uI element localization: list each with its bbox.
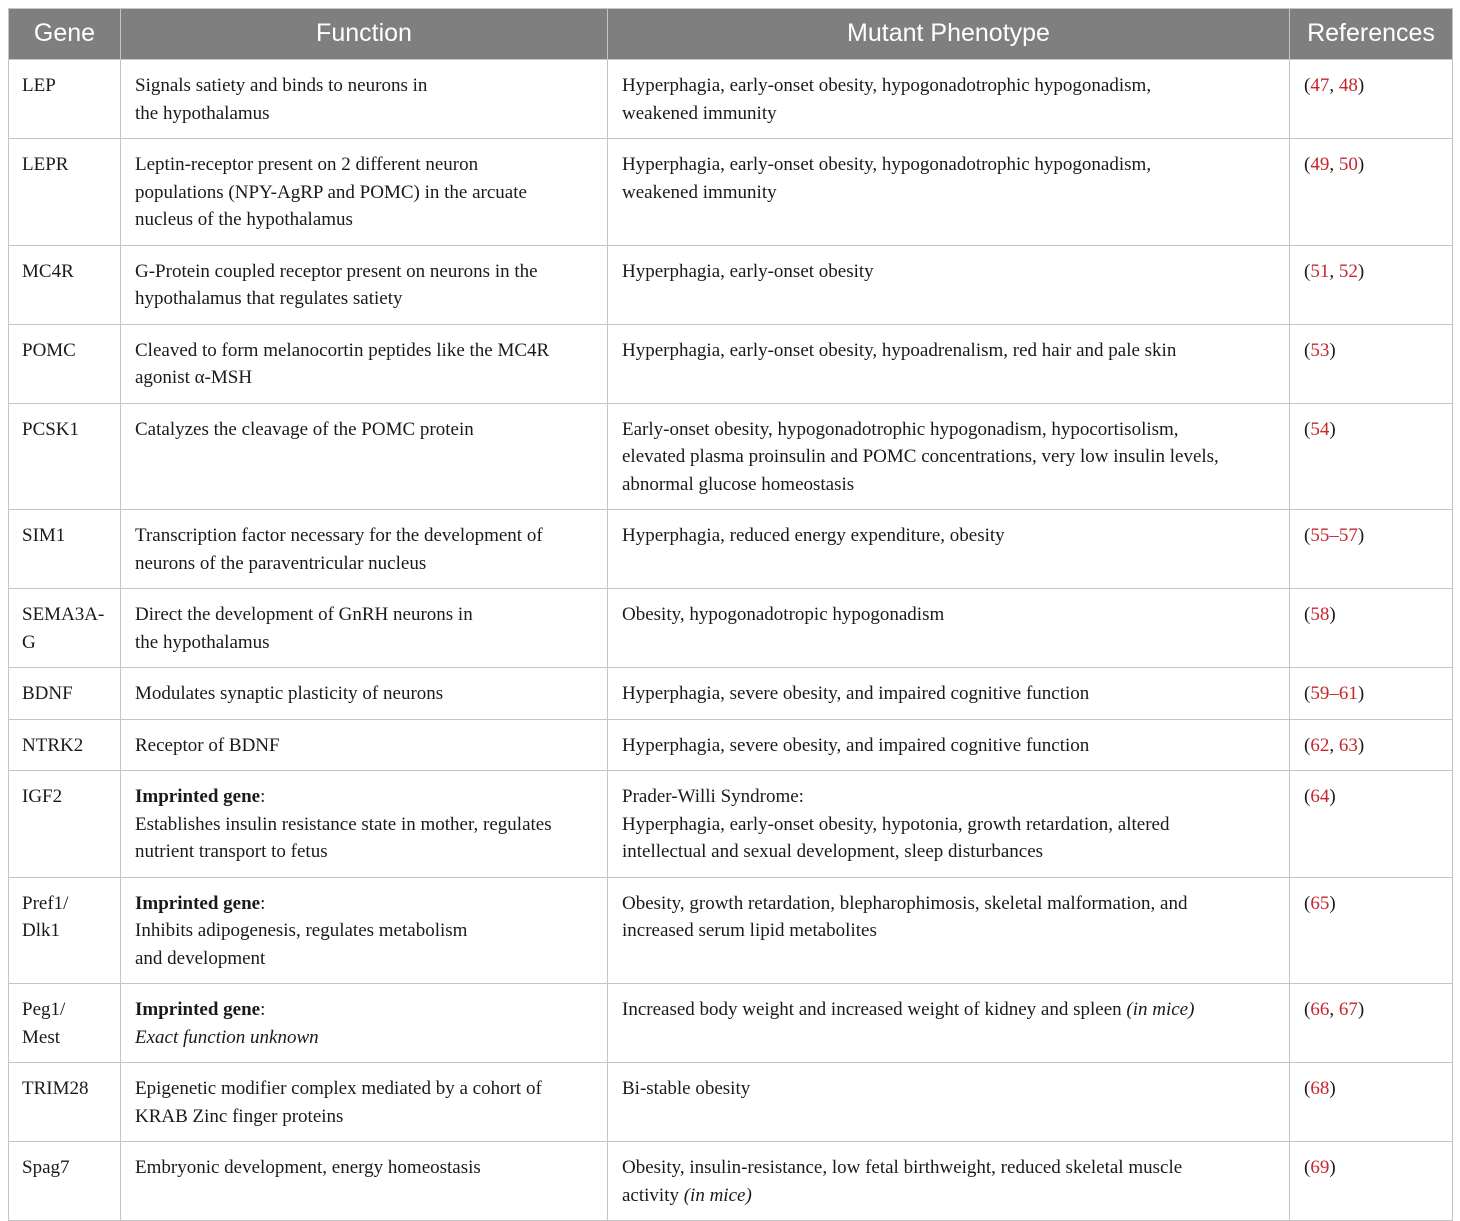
references-cell: (62, 63) — [1290, 719, 1453, 771]
function-cell — [121, 668, 608, 720]
header-references: References — [1290, 9, 1453, 60]
function-cell — [121, 245, 608, 324]
phenotype-text: Prader-Willi Syndrome: — [622, 786, 804, 807]
gene-name: Dlk1 — [22, 920, 60, 941]
phenotype-text: elevated plasma proinsulin and POMC concentrations, very low insulin levels, — [622, 446, 1219, 467]
imprinted-gene-label: Imprinted gene — [135, 999, 261, 1020]
phenotype-cell — [608, 510, 1290, 589]
references-cell: (49, 50) — [1290, 139, 1453, 246]
function-cell — [121, 771, 608, 878]
phenotype-text-line — [622, 100, 1275, 128]
phenotype-text: Hyperphagia, early-onset obesity, hypotonia, growth retardation, altered — [622, 813, 1170, 835]
table-row — [9, 589, 1453, 668]
gene-cell — [9, 324, 121, 403]
gene-cell — [9, 589, 121, 668]
function-text: agonist α-MSH — [135, 367, 253, 388]
gene-table — [8, 8, 1453, 1221]
function-cell — [121, 719, 608, 771]
table-row — [9, 719, 1453, 771]
phenotype-text: Hyperphagia, early-onset obesity — [622, 260, 874, 282]
table-row — [9, 403, 1453, 510]
function-text: nucleus of the hypothalamus — [135, 209, 353, 230]
gene-cell — [9, 60, 121, 139]
phenotype-text-line — [622, 416, 1275, 444]
imprinted-gene-label: Imprinted gene — [135, 786, 261, 807]
gene-cell — [9, 510, 121, 589]
phenotype-cell — [608, 984, 1290, 1063]
table-row — [9, 324, 1453, 403]
table-row — [9, 510, 1453, 589]
reference-link[interactable]: 52 — [1338, 260, 1358, 282]
function-text: KRAB Zinc finger proteins — [135, 1105, 344, 1127]
phenotype-text: abnormal glucose homeostasis — [622, 473, 855, 495]
function-text: Epigenetic modifier complex mediated by a cohort of — [135, 1078, 542, 1099]
phenotype-text: Hyperphagia, early-onset obesity, hypogonadotrophic hypogonadism, — [622, 75, 1152, 96]
reference-link[interactable]: 59–61 — [1310, 683, 1358, 704]
phenotype-text-line — [622, 601, 1275, 629]
phenotype-text: Hyperphagia, severe obesity, and impaired cognitive function — [622, 683, 1090, 704]
table-header — [9, 9, 1453, 60]
phenotype-text-line — [622, 1154, 1275, 1182]
reference-link[interactable]: 63 — [1338, 734, 1358, 756]
phenotype-cell — [608, 668, 1290, 720]
table-row — [9, 245, 1453, 324]
gene-cell — [9, 403, 121, 510]
phenotype-text-line — [622, 783, 1275, 811]
function-text: the hypothalamus — [135, 631, 270, 653]
gene-cell — [9, 984, 121, 1063]
gene-cell — [9, 719, 121, 771]
phenotype-text-line — [622, 179, 1275, 207]
gene-name: LEPR — [22, 154, 69, 175]
references-cell: (54) — [1290, 403, 1453, 510]
phenotype-text: intellectual and sexual development, sleep disturbances — [622, 841, 1044, 862]
function-cell — [121, 877, 608, 984]
reference-link[interactable]: 48 — [1338, 75, 1358, 96]
reference-link[interactable]: 62 — [1310, 734, 1330, 756]
gene-name: Peg1/ — [22, 999, 66, 1020]
reference-link[interactable]: 51 — [1310, 260, 1330, 282]
function-text: neurons of the paraventricular nucleus — [135, 552, 427, 574]
header-gene: Gene — [9, 9, 121, 60]
reference-link[interactable]: 49 — [1310, 154, 1330, 175]
imprinted-gene-label: Imprinted gene — [135, 892, 261, 914]
table-container — [8, 8, 1452, 1221]
function-text: Direct the development of GnRH neurons in — [135, 604, 473, 625]
phenotype-text: activity — [622, 1184, 679, 1206]
gene-name: Spag7 — [22, 1157, 70, 1178]
gene-cell — [9, 245, 121, 324]
gene-name: TRIM28 — [22, 1078, 89, 1099]
phenotype-cell — [608, 60, 1290, 139]
table-row — [9, 1063, 1453, 1142]
references-cell: (58) — [1290, 589, 1453, 668]
phenotype-text: Obesity, growth retardation, blepharophimosis, skeletal malformation, and — [622, 892, 1188, 914]
gene-cell — [9, 668, 121, 720]
phenotype-text: Early-onset obesity, hypogonadotrophic hypogonadism, hypocortisolism, — [622, 418, 1179, 440]
references-cell: (59–61) — [1290, 668, 1453, 720]
function-text: the hypothalamus — [135, 102, 270, 124]
function-cell — [121, 1063, 608, 1142]
gene-name: G — [22, 631, 36, 653]
function-text: Catalyzes the cleavage of the POMC protein — [135, 418, 474, 440]
reference-link[interactable]: 65 — [1310, 892, 1330, 914]
function-text: Cleaved to form melanocortin peptides like the MC4R — [135, 339, 550, 361]
header-function: Function — [121, 9, 608, 60]
phenotype-text-line — [622, 522, 1275, 550]
phenotype-cell — [608, 719, 1290, 771]
imprinted-label: Imprinted gene: — [135, 786, 266, 807]
function-cell — [121, 984, 608, 1063]
phenotype-cell — [608, 589, 1290, 668]
reference-link[interactable]: 66 — [1310, 999, 1330, 1020]
reference-link[interactable]: 69 — [1310, 1157, 1330, 1178]
imprinted-label: Imprinted gene: — [135, 892, 266, 914]
phenotype-text-line — [622, 996, 1275, 1024]
function-note: Exact function unknown — [135, 1026, 319, 1048]
gene-name: SEMA3A- — [22, 604, 105, 625]
phenotype-cell — [608, 403, 1290, 510]
reference-link[interactable]: 67 — [1338, 999, 1358, 1020]
phenotype-text: Hyperphagia, early-onset obesity, hypogonadotrophic hypogonadism, — [622, 154, 1152, 175]
references-cell: (68) — [1290, 1063, 1453, 1142]
reference-link[interactable]: 68 — [1310, 1078, 1330, 1099]
function-cell — [121, 510, 608, 589]
function-cell — [121, 403, 608, 510]
references-cell: (51, 52) — [1290, 245, 1453, 324]
gene-cell — [9, 1142, 121, 1221]
gene-name: SIM1 — [22, 525, 66, 546]
phenotype-cell — [608, 1142, 1290, 1221]
table-row — [9, 771, 1453, 878]
phenotype-text-line — [622, 732, 1275, 760]
phenotype-text-line — [622, 917, 1275, 945]
function-text: Inhibits adipogenesis, regulates metabolism — [135, 920, 468, 941]
function-cell — [121, 324, 608, 403]
phenotype-text-line — [622, 72, 1275, 100]
phenotype-text: Hyperphagia, reduced energy expenditure, obesity — [622, 525, 1005, 546]
table-row — [9, 1142, 1453, 1221]
function-text: G-Protein coupled receptor present on neurons in the — [135, 260, 538, 282]
phenotype-text-line — [622, 258, 1275, 286]
gene-name: IGF2 — [22, 786, 63, 807]
phenotype-text-line — [622, 1075, 1275, 1103]
reference-link[interactable]: 53 — [1310, 339, 1330, 361]
phenotype-text: Hyperphagia, early-onset obesity, hypoadrenalism, red hair and pale skin — [622, 339, 1177, 361]
gene-cell — [9, 139, 121, 246]
function-cell — [121, 1142, 608, 1221]
references-cell: (64) — [1290, 771, 1453, 878]
gene-name: Pref1/ — [22, 892, 69, 914]
function-text: hypothalamus that regulates satiety — [135, 288, 403, 309]
gene-name: NTRK2 — [22, 734, 84, 756]
gene-cell — [9, 877, 121, 984]
function-text: Receptor of BDNF — [135, 734, 280, 756]
phenotype-text-line — [622, 471, 1275, 499]
references-cell: (65) — [1290, 877, 1453, 984]
phenotype-cell — [608, 1063, 1290, 1142]
gene-cell — [9, 1063, 121, 1142]
gene-cell — [9, 771, 121, 878]
references-cell: (47, 48) — [1290, 60, 1453, 139]
phenotype-text: Bi-stable obesity — [622, 1078, 751, 1099]
table-row — [9, 60, 1453, 139]
phenotype-cell — [608, 139, 1290, 246]
phenotype-text-line — [622, 680, 1275, 708]
phenotype-text: weakened immunity — [622, 181, 777, 203]
function-text: Leptin-receptor present on 2 different neuron — [135, 154, 479, 175]
references-cell: (66, 67) — [1290, 984, 1453, 1063]
phenotype-cell — [608, 771, 1290, 878]
imprinted-label: Imprinted gene: — [135, 999, 266, 1020]
function-text: Transcription factor necessary for the development of — [135, 525, 543, 546]
gene-name: POMC — [22, 339, 76, 361]
references-cell: (55–57) — [1290, 510, 1453, 589]
phenotype-text-line — [622, 811, 1275, 839]
header-row — [9, 9, 1453, 60]
function-text: Signals satiety and binds to neurons in — [135, 75, 428, 96]
phenotype-text: Hyperphagia, severe obesity, and impaired cognitive function — [622, 734, 1090, 756]
references-cell: (69) — [1290, 1142, 1453, 1221]
function-text: and development — [135, 947, 266, 969]
function-text: populations (NPY-AgRP and POMC) in the arcuate — [135, 181, 527, 203]
phenotype-text: Obesity, hypogonadotropic hypogonadism — [622, 604, 945, 625]
phenotype-text: Increased body weight and increased weight of kidney and spleen — [622, 999, 1122, 1020]
phenotype-note: (in mice) — [683, 1184, 752, 1206]
reference-link[interactable]: 47 — [1310, 75, 1330, 96]
function-text: Embryonic development, energy homeostasis — [135, 1157, 481, 1178]
phenotype-text: increased serum lipid metabolites — [622, 920, 877, 941]
gene-name: MC4R — [22, 260, 74, 282]
phenotype-cell — [608, 877, 1290, 984]
function-cell — [121, 589, 608, 668]
gene-name: PCSK1 — [22, 418, 80, 440]
table-row — [9, 668, 1453, 720]
gene-name: BDNF — [22, 683, 73, 704]
header-phenotype: Mutant Phenotype — [608, 9, 1290, 60]
function-cell — [121, 139, 608, 246]
function-cell — [121, 60, 608, 139]
function-text: Establishes insulin resistance state in mother, regulates — [135, 813, 552, 835]
reference-link[interactable]: 58 — [1310, 604, 1330, 625]
reference-link[interactable]: 50 — [1338, 154, 1358, 175]
reference-link[interactable]: 55–57 — [1310, 525, 1358, 546]
table-row — [9, 984, 1453, 1063]
function-text: nutrient transport to fetus — [135, 841, 328, 862]
table-row — [9, 877, 1453, 984]
gene-name: Mest — [22, 1026, 60, 1048]
phenotype-text: weakened immunity — [622, 102, 777, 124]
phenotype-text: Obesity, insulin-resistance, low fetal birthweight, reduced skeletal muscle — [622, 1157, 1183, 1178]
phenotype-text-line — [622, 890, 1275, 918]
reference-link[interactable]: 54 — [1310, 418, 1330, 440]
table-row — [9, 139, 1453, 246]
reference-link[interactable]: 64 — [1310, 786, 1330, 807]
phenotype-text-line — [622, 151, 1275, 179]
phenotype-text-line — [622, 337, 1275, 365]
phenotype-text-line — [622, 443, 1275, 471]
function-text: Modulates synaptic plasticity of neurons — [135, 683, 444, 704]
phenotype-cell — [608, 245, 1290, 324]
references-cell: (53) — [1290, 324, 1453, 403]
table-body — [9, 60, 1453, 1221]
phenotype-note: (in mice) — [1126, 999, 1195, 1020]
phenotype-cell — [608, 324, 1290, 403]
gene-name: LEP — [22, 75, 56, 96]
phenotype-text-line — [622, 838, 1275, 866]
